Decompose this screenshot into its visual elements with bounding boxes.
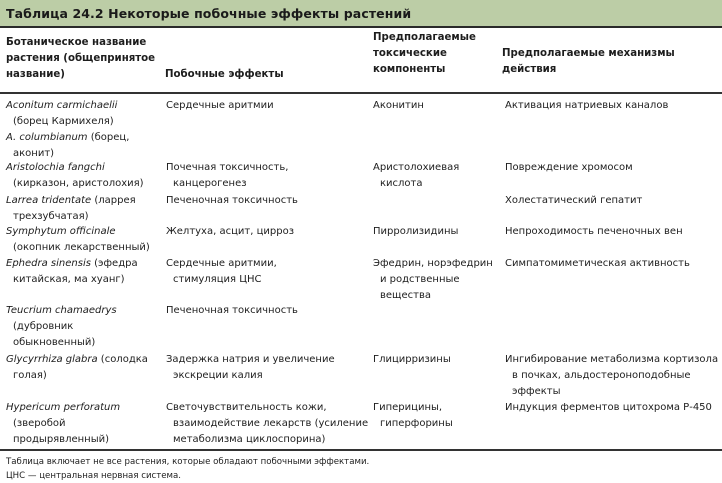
cell-line: Повреждение хромосом [505, 162, 633, 173]
cell-mechanisms [505, 193, 720, 209]
cell-line [6, 209, 162, 225]
common-name: трехзубчатая) [13, 211, 89, 222]
cell-line: кислота [380, 178, 423, 189]
cell-line [6, 176, 162, 192]
cell-line [6, 319, 162, 335]
cell-line: Пирролизидины [373, 226, 459, 237]
cell-mechanisms [505, 400, 720, 416]
latin-name: A. columbianum [6, 132, 88, 143]
header-line: действия [502, 64, 557, 75]
footnote: Таблица включает не все растения, которые обладают побочными эффектами. [6, 457, 370, 467]
cell-line: Печеночная токсичность [166, 195, 298, 206]
cell-line: Индукция ферментов цитохрома Р-450 [505, 402, 712, 413]
table-title-bar [0, 0, 722, 28]
cell-line: Задержка натрия и увеличение [166, 354, 335, 365]
cell-toxic-components [373, 352, 498, 368]
cell-line: эффекты [512, 386, 561, 397]
header-line: Предполагаемые [373, 32, 476, 43]
cell-line [6, 352, 162, 368]
cell-line: взаимодействие лекарств (усиление [173, 418, 369, 429]
table-header [0, 30, 722, 94]
latin-name: Aristolochia fangchi [6, 162, 105, 173]
cell-line [6, 256, 162, 272]
cell-line: Аконитин [373, 100, 424, 111]
common-name: (солодка [97, 354, 148, 365]
cell-line [6, 272, 162, 288]
cell-line: Ингибирование метаболизма кортизола [505, 354, 719, 365]
cell-plant-name [6, 224, 162, 256]
cell-line: Желтуха, асцит, цирроз [166, 226, 295, 237]
latin-name: Larrea tridentate [6, 195, 92, 206]
cell-plant-name [6, 400, 162, 448]
cell-side-effects [166, 160, 366, 192]
cell-line [6, 400, 162, 416]
cell-line [6, 193, 162, 209]
footnote: ЦНС — центральная нервная система. [6, 471, 182, 481]
cell-side-effects [166, 352, 366, 384]
cell-line [6, 303, 162, 319]
common-name: (борец, [87, 132, 130, 143]
latin-name: Glycyrrhiza glabra [6, 354, 98, 365]
common-name: китайская, ма хуанг) [13, 274, 125, 285]
cell-line: экскреции калия [173, 370, 263, 381]
cell-line: канцерогенез [173, 178, 247, 189]
table-footnotes [6, 455, 369, 483]
common-name: (ларрея [91, 195, 136, 206]
cell-side-effects [166, 256, 366, 288]
common-name: голая) [13, 370, 47, 381]
latin-name: Hypericum perforatum [6, 402, 121, 413]
cell-plant-name [6, 160, 162, 192]
header-line: название) [6, 69, 65, 80]
cell-plant-name [6, 98, 162, 162]
cell-toxic-components [373, 400, 498, 432]
cell-side-effects [166, 303, 366, 319]
cell-line [6, 240, 162, 256]
latin-name: Teucrium chamaedrys [6, 305, 117, 316]
cell-line: метаболизма циклоспорина) [173, 434, 326, 445]
cell-line: Аристолохиевая [373, 162, 460, 173]
header-line: Побочные эффекты [165, 69, 284, 80]
cell-line: Сердечные аритмии [166, 100, 274, 111]
cell-mechanisms [505, 160, 720, 176]
common-name: (борец Кармихеля) [13, 116, 114, 127]
common-name: аконит) [13, 148, 55, 159]
cell-line: Непроходимость печеночных вен [505, 226, 683, 237]
header-toxic-components [373, 30, 498, 78]
cell-toxic-components [373, 98, 498, 114]
cell-mechanisms [505, 352, 720, 400]
header-botanical-name [6, 35, 156, 83]
cell-side-effects [166, 98, 366, 114]
cell-line [6, 114, 162, 130]
cell-line: Почечная токсичность, [166, 162, 289, 173]
cell-line: в почках, альдостероноподобные [512, 370, 691, 381]
common-name: продырявленный) [13, 434, 109, 445]
latin-name: Symphytum officinale [6, 226, 116, 237]
common-name: (зверобой [13, 418, 66, 429]
table-body [0, 94, 722, 451]
cell-mechanisms [505, 98, 720, 114]
header-line: Ботаническое название [6, 37, 147, 48]
cell-line: Активация натриевых каналов [505, 100, 669, 111]
cell-line: Эфедрин, норэфедрин [373, 258, 493, 269]
cell-line: Симпатомиметическая активность [505, 258, 690, 269]
header-line: растения (общепринятое [6, 53, 156, 64]
cell-plant-name [6, 303, 162, 351]
cell-mechanisms [505, 256, 720, 272]
cell-toxic-components [373, 256, 498, 304]
cell-side-effects [166, 193, 366, 209]
cell-line: Светочувствительность кожи, [166, 402, 327, 413]
common-name: обыкновенный) [13, 337, 96, 348]
cell-line: стимуляция ЦНС [173, 274, 262, 285]
cell-line: и родственные [380, 274, 460, 285]
common-name: (кирказон, аристолохия) [13, 178, 144, 189]
cell-line [6, 335, 162, 351]
cell-line [6, 160, 162, 176]
header-line: компоненты [373, 64, 446, 75]
cell-line: Глицирризины [373, 354, 451, 365]
cell-line: вещества [380, 290, 431, 301]
table-title: Таблица 24.2 Некоторые побочные эффекты растений [6, 6, 412, 21]
common-name: (эфедра [90, 258, 138, 269]
header-mechanisms [502, 46, 712, 78]
cell-side-effects [166, 400, 369, 448]
cell-line [6, 130, 162, 146]
cell-line [6, 432, 162, 448]
cell-plant-name [6, 352, 162, 384]
cell-line: Гиперицины, [373, 402, 443, 413]
cell-line: Сердечные аритмии, [166, 258, 277, 269]
cell-toxic-components [373, 160, 498, 192]
common-name: (дубровник [13, 321, 74, 332]
latin-name: Ephedra sinensis [6, 258, 91, 269]
header-line: токсические [373, 48, 447, 59]
cell-line [6, 416, 162, 432]
cell-line [6, 368, 162, 384]
cell-line: Печеночная токсичность [166, 305, 298, 316]
cell-toxic-components [373, 224, 498, 240]
header-side-effects [165, 67, 355, 83]
cell-plant-name [6, 256, 162, 288]
common-name: (окопник лекарственный) [13, 242, 150, 253]
cell-line [6, 98, 162, 114]
cell-line: гиперфорины [380, 418, 453, 429]
cell-line: Холестатический гепатит [505, 195, 643, 206]
cell-side-effects [166, 224, 366, 240]
header-line: Предполагаемые механизмы [502, 48, 675, 59]
cell-plant-name [6, 193, 162, 225]
cell-line [6, 224, 162, 240]
latin-name: Aconitum carmichaelii [6, 100, 118, 111]
cell-mechanisms [505, 224, 720, 240]
